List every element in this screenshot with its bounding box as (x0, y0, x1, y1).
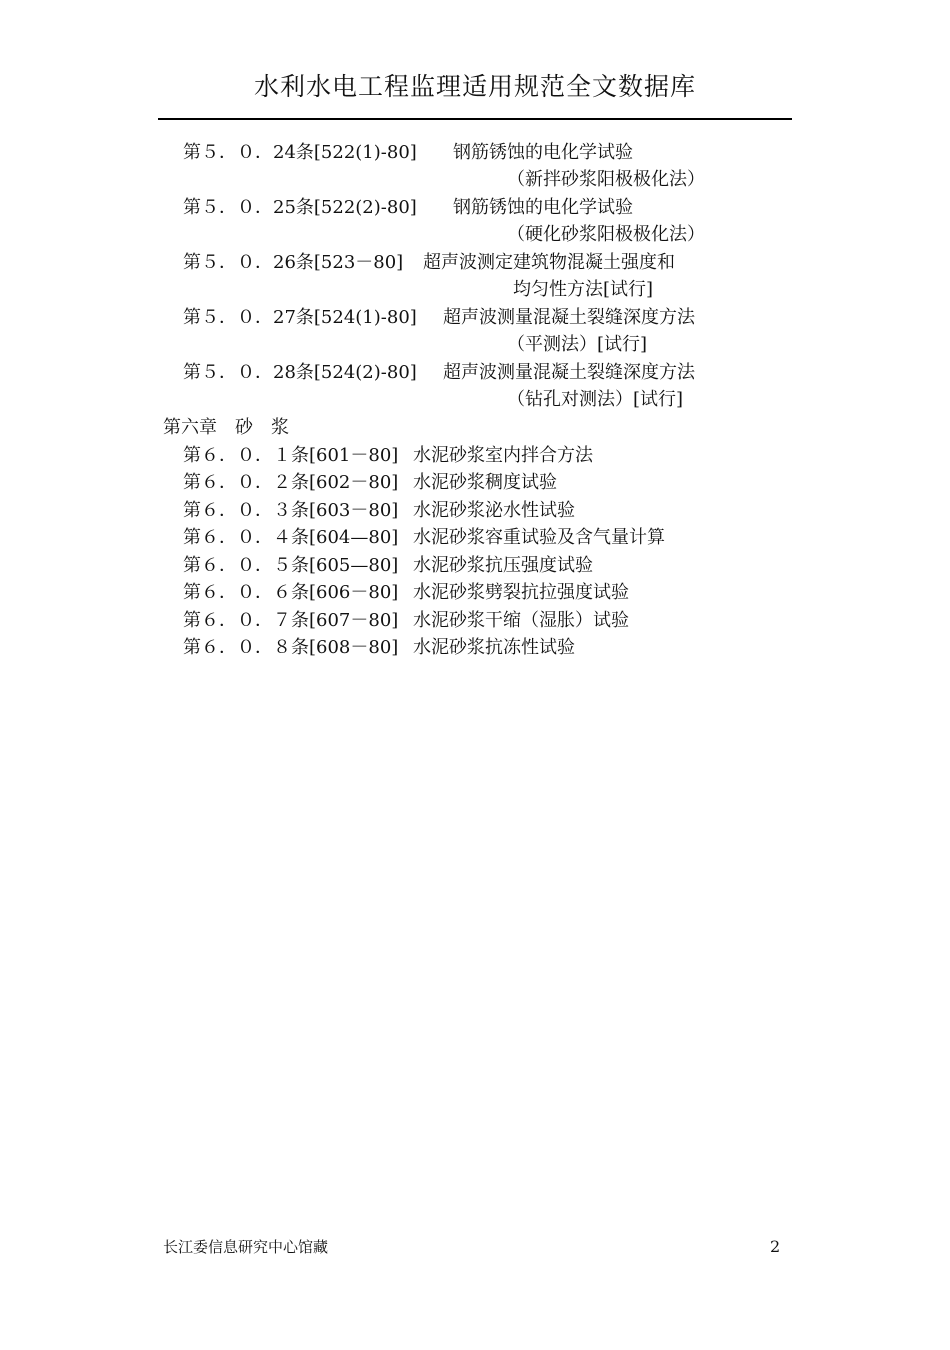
toc-entry-continuation: （钻孔对测法）[试行] (507, 389, 684, 410)
toc-entry-6-0-3 (183, 499, 575, 523)
toc-entry-ref: 第５．０．26条[523－80] (183, 252, 404, 273)
toc-entry-6-0-8 (183, 636, 575, 660)
toc-entry-ref: 第６．０．５条[605—80] (183, 555, 399, 576)
toc-entry-6-0-6 (183, 581, 629, 605)
toc-entry-6-0-4 (183, 526, 665, 550)
toc-entry-title: 水泥砂浆泌水性试验 (413, 500, 575, 521)
toc-entry-title: 超声波测量混凝土裂缝深度方法 (443, 362, 695, 383)
toc-entry-title: 钢筋锈蚀的电化学试验 (453, 197, 633, 218)
toc-entry-ref: 第６．０．２条[602－80] (183, 472, 399, 493)
toc-entry-title: 水泥砂浆抗冻性试验 (413, 637, 575, 658)
toc-entry-ref: 第６．０．７条[607－80] (183, 610, 399, 631)
footer-organization: 长江委信息研究中心馆藏 (163, 1238, 329, 1256)
toc-entry-title: 水泥砂浆劈裂抗拉强度试验 (413, 582, 629, 603)
toc-entry-6-0-2 (183, 471, 557, 495)
page-header (158, 70, 792, 120)
toc-entry-ref: 第５．０．28条[524(2)-80] (183, 362, 417, 383)
toc-entry-title: 超声波测量混凝土裂缝深度方法 (443, 307, 695, 328)
toc-entry-ref: 第６．０．６条[606－80] (183, 582, 399, 603)
toc-entry-title: 水泥砂浆室内拌合方法 (413, 445, 593, 466)
toc-entry-title: 水泥砂浆容重试验及含气量计算 (413, 527, 665, 548)
toc-entry-ref: 第６．０．４条[604—80] (183, 527, 399, 548)
toc-entry-ref: 第５．０．24条[522(1)-80] (183, 142, 417, 163)
toc-entry-title: 水泥砂浆干缩（湿胀）试验 (413, 610, 629, 631)
toc-entry-continuation: 均匀性方法[试行] (513, 279, 654, 300)
toc-entry-title: 水泥砂浆稠度试验 (413, 472, 557, 493)
page-title: 水利水电工程监理适用规范全文数据库 (253, 72, 696, 101)
toc-entry-ref: 第５．０．25条[522(2)-80] (183, 197, 417, 218)
toc-entry-6-0-7 (183, 609, 629, 633)
toc-entry-5-0-24 (183, 141, 633, 165)
toc-entry-5-0-26 (183, 251, 675, 275)
toc-entry-ref: 第５．０．27条[524(1)-80] (183, 307, 417, 328)
toc-entry-ref: 第６．０．８条[608－80] (183, 637, 399, 658)
toc-entry-5-0-28 (183, 361, 695, 385)
toc-entry-title: 水泥砂浆抗压强度试验 (413, 555, 593, 576)
toc-entry-title: 超声波测定建筑物混凝土强度和 (423, 252, 675, 273)
chapter-heading: 第六章 砂 浆 (163, 417, 289, 438)
page-number: 2 (770, 1237, 781, 1256)
toc-entry-continuation: （平测法）[试行] (507, 334, 648, 355)
toc-entry-6-0-5 (183, 554, 593, 578)
toc-entry-ref: 第６．０．３条[603－80] (183, 500, 399, 521)
toc-entry-6-0-1 (183, 444, 593, 468)
toc-entry-5-0-25 (183, 196, 633, 220)
toc-entry-title: 钢筋锈蚀的电化学试验 (453, 142, 633, 163)
toc-entry-continuation: （新拌砂浆阳极极化法） (507, 169, 705, 190)
toc-entry-ref: 第６．０．１条[601－80] (183, 445, 399, 466)
toc-entry-continuation: （硬化砂浆阳极极化法） (507, 224, 705, 245)
toc-entry-5-0-27 (183, 306, 695, 330)
